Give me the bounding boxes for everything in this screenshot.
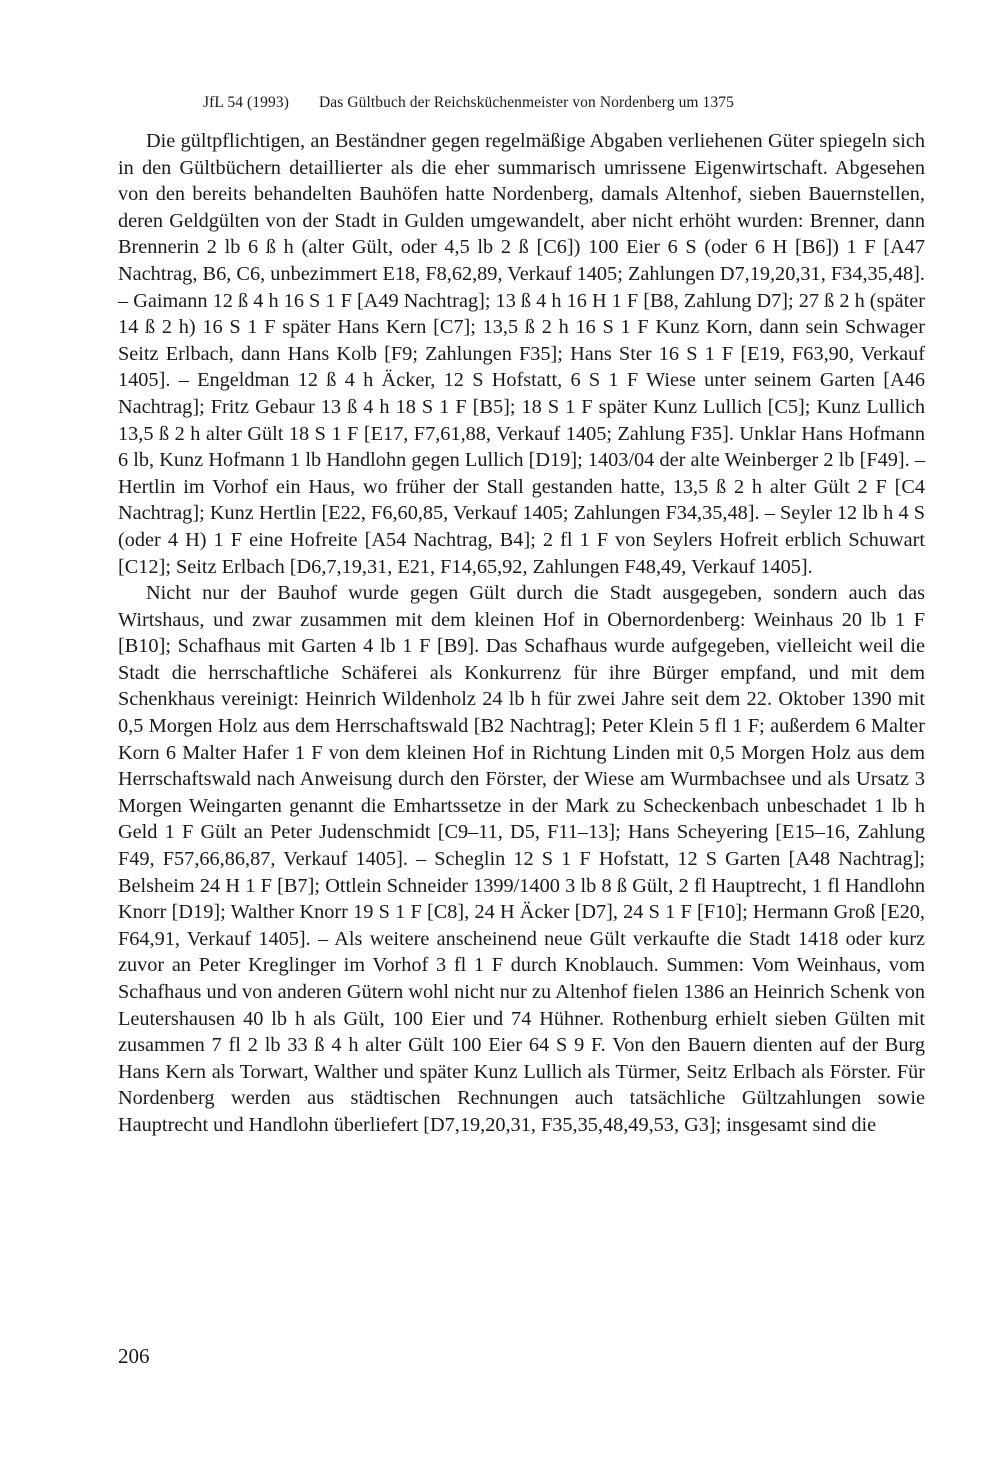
article-title: Das Gültbuch der Reichsküchenmeister von Nordenberg um 1375 xyxy=(318,94,734,111)
running-header xyxy=(203,94,923,112)
paragraph: Nicht nur der Bauhof wurde gegen Gült durch die Stadt ausgegeben, sondern auch das Wirtshaus, und zwar zusammen mit dem kleinen Hof in Obernordenberg: Weinhaus 20 lb 1 F [B10]; Schafhaus mit Garten 4 lb 1 F [B9]. Das Schafhaus wurde aufgegeben, vielleicht weil die Stadt die herrschaftliche Schäferei als Konkurrenz für ihre Bürger empfand, und mit dem Schenkhaus vereinigt: Heinrich Wildenholz 24 lb h für zwei Jahre seit dem 22. Oktober 1390 mit 0,5 Morgen Holz aus dem Herrschaftswald [B2 Nachtrag]; Peter Klein 5 fl 1 F; außerdem 6 Malter Korn 6 Malter Hafer 1 F von dem kleinen Hof in Richtung Linden mit 0,5 Morgen Holz aus dem Herrschaftswald nach Anweisung durch den Förster, der Wiese am Wurmbachsee und als Ursatz 3 Morgen Weingarten genannt die Emhartssetze in der Mark zu Scheckenbach unbeschadet 1 lb h Geld 1 F Gült an Peter Judenschmidt [C9–11, D5, F11–13]; Hans Scheyering [E15–16, Zahlung F49, F57,66,86,87, Verkauf 1405]. – Scheglin 12 S 1 F Hofstatt, 12 S Garten [A48 Nachtrag]; Belsheim 24 H 1 F [B7]; Ottlein Schneider 1399/1400 3 lb 8 ß Gült, 2 fl Hauptrecht, 1 fl Handlohn Knorr [D19]; Walther Knorr 19 S 1 F [C8], 24 H Äcker [D7], 24 S 1 F [F10]; Hermann Groß [E20, F64,91, Verkauf 1405]. – Als weitere anscheinend neue Gült verkaufte die Stadt 1418 oder kurz zuvor an Peter Kreglinger im Vorhof 3 fl 1 F durch Knoblauch. Summen: Vom Weinhaus, vom Schafhaus und von anderen Gütern wohl nicht nur zu Altenhof fielen 1386 an Heinrich Schenk von Leutershausen 40 lb h als Gült, 100 Eier und 74 Hühner. Rothenburg erhielt sieben Gülten mit zusammen 7 fl 2 lb 33 ß 4 h alter Gült 100 Eier 64 S 9 F. Von den Bauern dienten auf der Burg Hans Kern als Torwart, Walther und später Kunz Lullich als Türmer, Seitz Erlbach als Förster. Für Nordenberg werden aus städtischen Rechnungen auch tatsächliche Gültzahlungen sowie Hauptrecht und Handlohn überliefert [D7,19,20,31, F35,35,48,49,53, G3]; insgesamt sind die xyxy=(118,582,925,1136)
paragraph: Die gültpflichtigen, an Beständner gegen regelmäßige Abgaben verliehenen Güter spiegeln sich in den Gültbüchern detaillierter als die eher summarisch umrissene Eigenwirtschaft. Abgesehen von den bereits behandelten Bauhöfen hatte Nordenberg, damals Altenhof, sieben Bauernstellen, deren Geldgülten von der Stadt in Gulden umgewandelt, aber nicht erhöht wurden: Brenner, dann Brennerin 2 lb 6 ß h (alter Gült, oder 4,5 lb 2 ß [C6]) 100 Eier 6 S (oder 6 H [B6]) 1 F [A47 Nachtrag, B6, C6, unbezimmert E18, F8,62,89, Verkauf 1405; Zahlungen D7,19,20,31, F34,35,48]. – Gaimann 12 ß 4 h 16 S 1 F [A49 Nachtrag]; 13 ß 4 h 16 H 1 F [B8, Zahlung D7]; 27 ß 2 h (später 14 ß 2 h) 16 S 1 F später Hans Kern [C7]; 13,5 ß 2 h 16 S 1 F Kunz Korn, dann sein Schwager Seitz Erlbach, dann Hans Kolb [F9; Zahlungen F35]; Hans Ster 16 S 1 F [E19, F63,90, Verkauf 1405]. – Engeldman 12 ß 4 h Äcker, 12 S Hofstatt, 6 S 1 F Wiese unter seinem Garten [A46 Nachtrag]; Fritz Gebaur 13 ß 4 h 18 S 1 F [B5]; 18 S 1 F später Kunz Lullich [C5]; Kunz Lullich 13,5 ß 2 h alter Gült 18 S 1 F [E17, F7,61,88, Verkauf 1405; Zahlung F35]. Unklar Hans Hofmann 6 lb, Kunz Hofmann 1 lb Handlohn gegen Lullich [D19]; 1403/04 der alte Weinberger 2 lb [F49]. – Hertlin im Vorhof ein Haus, wo früher der Stall gestanden hatte, 13,5 ß 2 h alter Gült 2 F [C4 Nachtrag]; Kunz Hertlin [E22, F6,60,85, Verkauf 1405; Zahlungen F34,35,48]. – Seyler 12 lb h 4 S (oder 4 H) 1 F eine Hofreite [A54 Nachtrag, B4]; 2 fl 1 F von Seylers Hofreit erblich Schuwart [C12]; Seitz Erlbach [D6,7,19,31, E21, F14,65,92, Zahlungen F48,49, Verkauf 1405]. xyxy=(118,130,925,578)
journal-reference: JfL 54 (1993) xyxy=(203,94,289,111)
page-number: 206 xyxy=(118,1344,150,1368)
body-text xyxy=(118,128,925,1139)
